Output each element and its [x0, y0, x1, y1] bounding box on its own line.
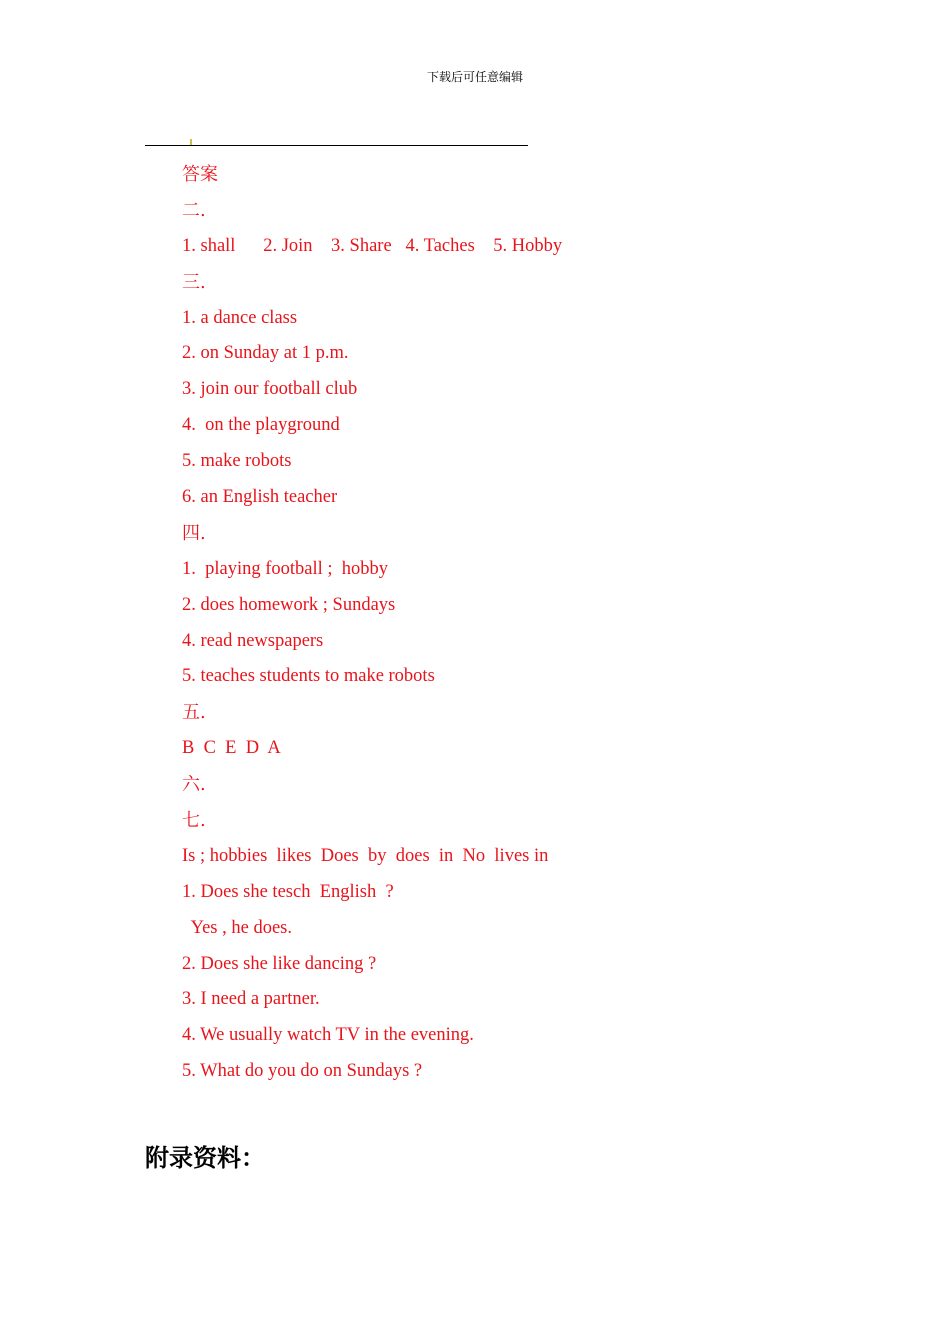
section-5-answers: B C E D A [182, 738, 281, 759]
section-6-heading: 六. [182, 774, 206, 796]
section-7-item: Yes , he does. [182, 917, 292, 938]
section-7-item: 2. Does she like dancing ? [182, 953, 377, 974]
line-marker [190, 139, 192, 145]
section-3-item: 3. join our football club [182, 379, 358, 400]
section-7-item: 5. What do you do on Sundays ? [182, 1061, 423, 1082]
section-3-heading: 三. [182, 271, 206, 293]
section-3-item: 5. make robots [182, 451, 292, 472]
section-3-item: 4. on the playground [182, 415, 340, 436]
section-4-item: 4. read newspapers [182, 630, 324, 651]
section-3-item: 6. an English teacher [182, 487, 338, 508]
section-7-item: 1. Does she tesch English ? [182, 881, 394, 902]
section-3-item: 1. a dance class [182, 307, 298, 328]
section-3-item: 2. on Sunday at 1 p.m. [182, 343, 349, 364]
answer-title: 答案 [182, 164, 218, 185]
section-7-item: 4. We usually watch TV in the evening. [182, 1025, 474, 1046]
section-7-answers: Is ; hobbies likes Does by does in No lives in [182, 845, 549, 866]
appendix-title: 附录资料： [145, 1144, 265, 1172]
section-5-heading: 五. [182, 702, 206, 724]
section-7-item: 3. I need a partner. [182, 989, 320, 1010]
section-4-item: 1. playing football ; hobby [182, 558, 389, 579]
section-7-heading: 七. [182, 810, 206, 832]
page-header: 下载后可任意编辑 [426, 70, 523, 84]
section-2-heading: 二. [182, 199, 206, 221]
section-4-heading: 四. [182, 522, 206, 544]
section-2-answers: 1. shall 2. Join 3. Share 4. Taches 5. Hobby [182, 235, 563, 256]
section-4-item: 5. teaches students to make robots [182, 666, 435, 687]
fill-in-blank-line [145, 145, 528, 146]
section-4-item: 2. does homework ; Sundays [182, 594, 396, 615]
answer-key [182, 157, 782, 1090]
